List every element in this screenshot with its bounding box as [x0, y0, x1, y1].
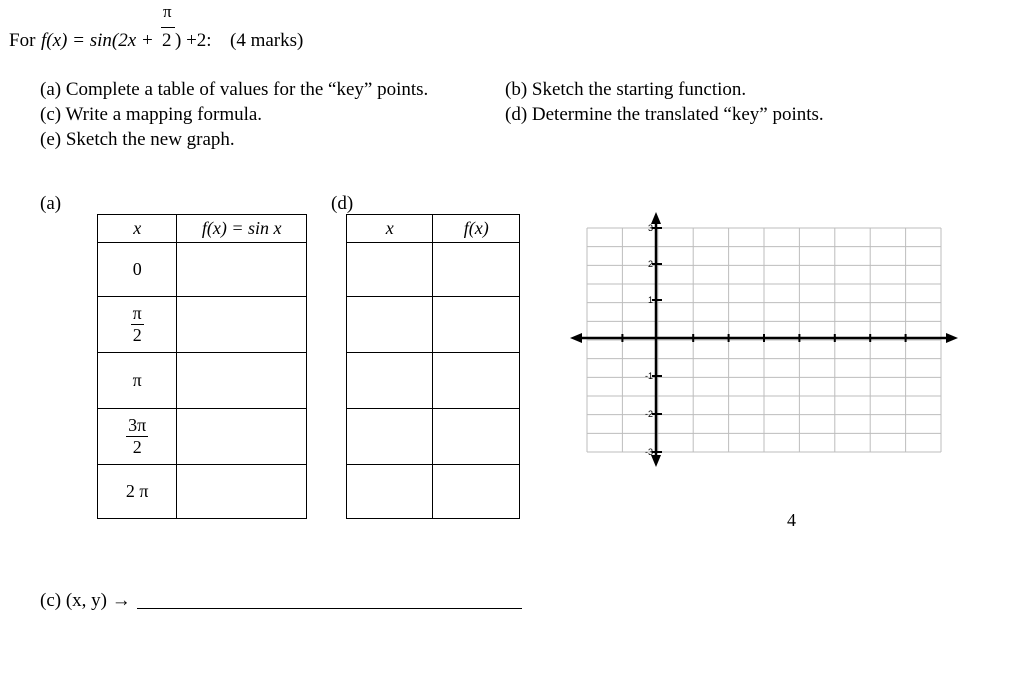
table-d-header-x: x [347, 215, 433, 243]
y-tick-label: 1 [647, 295, 653, 305]
table-d-cell[interactable] [433, 409, 520, 465]
header-fraction-bar [161, 27, 175, 28]
mapping-label: (c) (x, y) → [40, 590, 131, 611]
table-d-cell[interactable] [347, 297, 433, 353]
table-d [346, 214, 520, 519]
mapping-answer-line[interactable] [137, 608, 522, 609]
table-a [97, 214, 307, 519]
table-a-cell-fx[interactable] [177, 465, 307, 519]
x-axis [570, 333, 958, 343]
y-tick-label: -2 [644, 409, 653, 419]
instruction-a: (a) Complete a table of values for the “key” points. [40, 79, 429, 100]
y-tick-label: -3 [644, 447, 653, 457]
instruction-b: (b) Sketch the starting function. [505, 79, 747, 100]
instruction-d: (d) Determine the translated “key” points. [505, 104, 824, 125]
header-two: 2 [162, 30, 172, 51]
table-a-cell-fx[interactable] [177, 297, 307, 353]
table-d-cell[interactable] [347, 465, 433, 519]
graph-grid[interactable] [568, 210, 963, 470]
header-function: f(x) = sin(2x + [41, 30, 154, 51]
table-d-cell[interactable] [347, 409, 433, 465]
header-pi: π [163, 2, 172, 21]
table-a-header-fx: f(x) = sin x [177, 215, 307, 243]
y-tick-label: 3 [647, 223, 653, 233]
table-a-label: (a) [40, 193, 62, 214]
table-a-cell-fx[interactable] [177, 409, 307, 465]
table-d-label: (d) [331, 193, 354, 214]
table-d-cell[interactable] [347, 243, 433, 297]
table-a-cell-x: 0 [98, 243, 177, 297]
table-d-header-fx: f(x) [433, 215, 520, 243]
table-d-cell[interactable] [433, 465, 520, 519]
table-a-cell-x: 2 π [98, 465, 177, 519]
table-d-cell[interactable] [433, 243, 520, 297]
header-prefix: For [9, 30, 36, 51]
table-a-cell-fx[interactable] [177, 353, 307, 409]
table-d-cell[interactable] [433, 297, 520, 353]
header-suffix: ) +2: [175, 30, 212, 51]
table-d-cell[interactable] [433, 353, 520, 409]
table-a-header-x: x [98, 215, 177, 243]
page-number: 4 [787, 510, 796, 530]
instruction-c: (c) Write a mapping formula. [40, 104, 263, 125]
instruction-e: (e) Sketch the new graph. [40, 129, 235, 150]
table-a-cell-x: $\frac{3\pi}{2}$ [98, 409, 177, 465]
table-d-cell[interactable] [347, 353, 433, 409]
table-a-cell-x: π [98, 353, 177, 409]
table-a-cell-x: $\frac{\pi}{2}$ [98, 297, 177, 353]
y-tick-label: 2 [647, 259, 653, 269]
table-a-cell-fx[interactable] [177, 243, 307, 297]
header-marks: (4 marks) [230, 30, 304, 51]
y-tick-label: -1 [644, 371, 653, 381]
